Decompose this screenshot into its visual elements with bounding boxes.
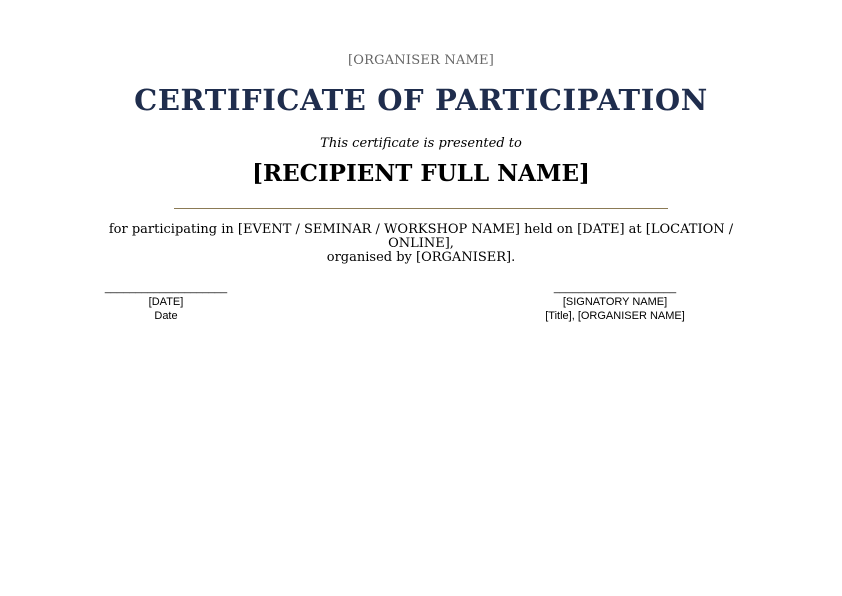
description-line-2: organised by [ORGANISER]. <box>326 250 516 265</box>
signatory-signature-line: ____________________ <box>553 282 677 294</box>
participation-description <box>80 223 762 265</box>
date-label: Date <box>154 310 178 322</box>
certificate-title: CERTIFICATE OF PARTICIPATION <box>134 83 708 117</box>
date-value: [DATE] <box>148 296 184 308</box>
date-signature-line: ____________________ <box>104 282 228 294</box>
recipient-name: [RECIPIENT FULL NAME] <box>252 160 590 187</box>
organiser-name: [ORGANISER NAME] <box>348 53 494 68</box>
signatory-title: [Title], [ORGANISER NAME] <box>545 310 685 322</box>
signatory-signature-block <box>520 282 710 323</box>
presented-to-text: This certificate is presented to <box>320 136 522 151</box>
divider-rule <box>174 208 668 209</box>
description-line-1: for participating in [EVENT / SEMINAR / WORKSHOP NAME] held on [DATE] at [LOCATION / ONLINE], <box>108 222 734 251</box>
signatory-name: [SIGNATORY NAME] <box>562 296 668 308</box>
date-signature-block <box>71 282 261 323</box>
